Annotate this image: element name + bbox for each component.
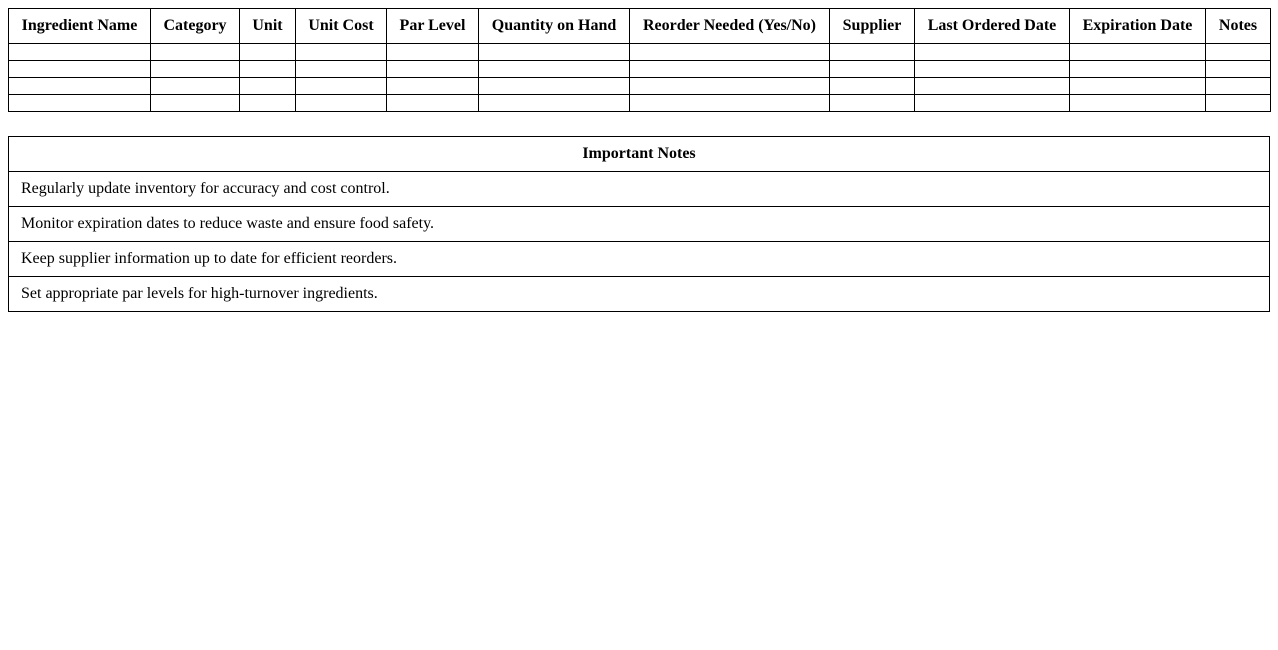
table-cell: [151, 95, 240, 112]
notes-header-row: [9, 137, 1270, 172]
table-cell: [479, 95, 630, 112]
table-cell: [151, 61, 240, 78]
table-cell: [9, 44, 151, 61]
column-header-par-level: Par Level: [387, 9, 479, 44]
column-header-expiration-date: Expiration Date: [1070, 9, 1206, 44]
table-cell: [387, 95, 479, 112]
table-row: [9, 61, 1271, 78]
table-cell: [915, 44, 1070, 61]
table-cell: [1070, 95, 1206, 112]
column-header-notes: Notes: [1206, 9, 1271, 44]
table-cell: [830, 44, 915, 61]
table-cell: [1206, 95, 1271, 112]
table-cell: [915, 95, 1070, 112]
table-cell: [915, 78, 1070, 95]
table-cell: [630, 61, 830, 78]
list-item: [9, 172, 1270, 207]
column-header-reorder-needed: Reorder Needed (Yes/No): [630, 9, 830, 44]
table-cell: [1070, 78, 1206, 95]
column-header-unit: Unit: [240, 9, 296, 44]
table-cell: [830, 95, 915, 112]
list-item: [9, 277, 1270, 312]
table-cell: [296, 78, 387, 95]
table-cell: [240, 95, 296, 112]
table-cell: [240, 78, 296, 95]
important-notes-table: [8, 136, 1270, 312]
column-header-ingredient-name: Ingredient Name: [9, 9, 151, 44]
table-cell: [1206, 61, 1271, 78]
table-cell: [296, 44, 387, 61]
table-cell: [387, 78, 479, 95]
table-cell: [1206, 44, 1271, 61]
table-cell: [296, 95, 387, 112]
table-cell: [630, 78, 830, 95]
note-text: Set appropriate par levels for high-turnover ingredients.: [9, 277, 1270, 312]
table-cell: [9, 95, 151, 112]
notes-title: Important Notes: [9, 137, 1270, 172]
table-cell: [479, 78, 630, 95]
inventory-table: [8, 8, 1271, 112]
table-cell: [1206, 78, 1271, 95]
table-cell: [479, 61, 630, 78]
column-header-category: Category: [151, 9, 240, 44]
table-cell: [830, 78, 915, 95]
list-item: [9, 207, 1270, 242]
table-cell: [830, 61, 915, 78]
table-cell: [296, 61, 387, 78]
table-cell: [240, 44, 296, 61]
note-text: Keep supplier information up to date for efficient reorders.: [9, 242, 1270, 277]
table-cell: [1070, 44, 1206, 61]
table-cell: [630, 44, 830, 61]
column-header-quantity-on-hand: Quantity on Hand: [479, 9, 630, 44]
table-cell: [387, 44, 479, 61]
table-cell: [479, 44, 630, 61]
column-header-supplier: Supplier: [830, 9, 915, 44]
table-row: [9, 44, 1271, 61]
table-cell: [1070, 61, 1206, 78]
column-header-unit-cost: Unit Cost: [296, 9, 387, 44]
note-text: Monitor expiration dates to reduce waste and ensure food safety.: [9, 207, 1270, 242]
inventory-header-row: [9, 9, 1271, 44]
column-header-last-ordered-date: Last Ordered Date: [915, 9, 1070, 44]
table-cell: [387, 61, 479, 78]
table-row: [9, 78, 1271, 95]
note-text: Regularly update inventory for accuracy and cost control.: [9, 172, 1270, 207]
table-cell: [151, 78, 240, 95]
table-cell: [9, 78, 151, 95]
table-cell: [151, 44, 240, 61]
table-row: [9, 95, 1271, 112]
table-cell: [240, 61, 296, 78]
table-cell: [915, 61, 1070, 78]
list-item: [9, 242, 1270, 277]
table-cell: [9, 61, 151, 78]
table-cell: [630, 95, 830, 112]
